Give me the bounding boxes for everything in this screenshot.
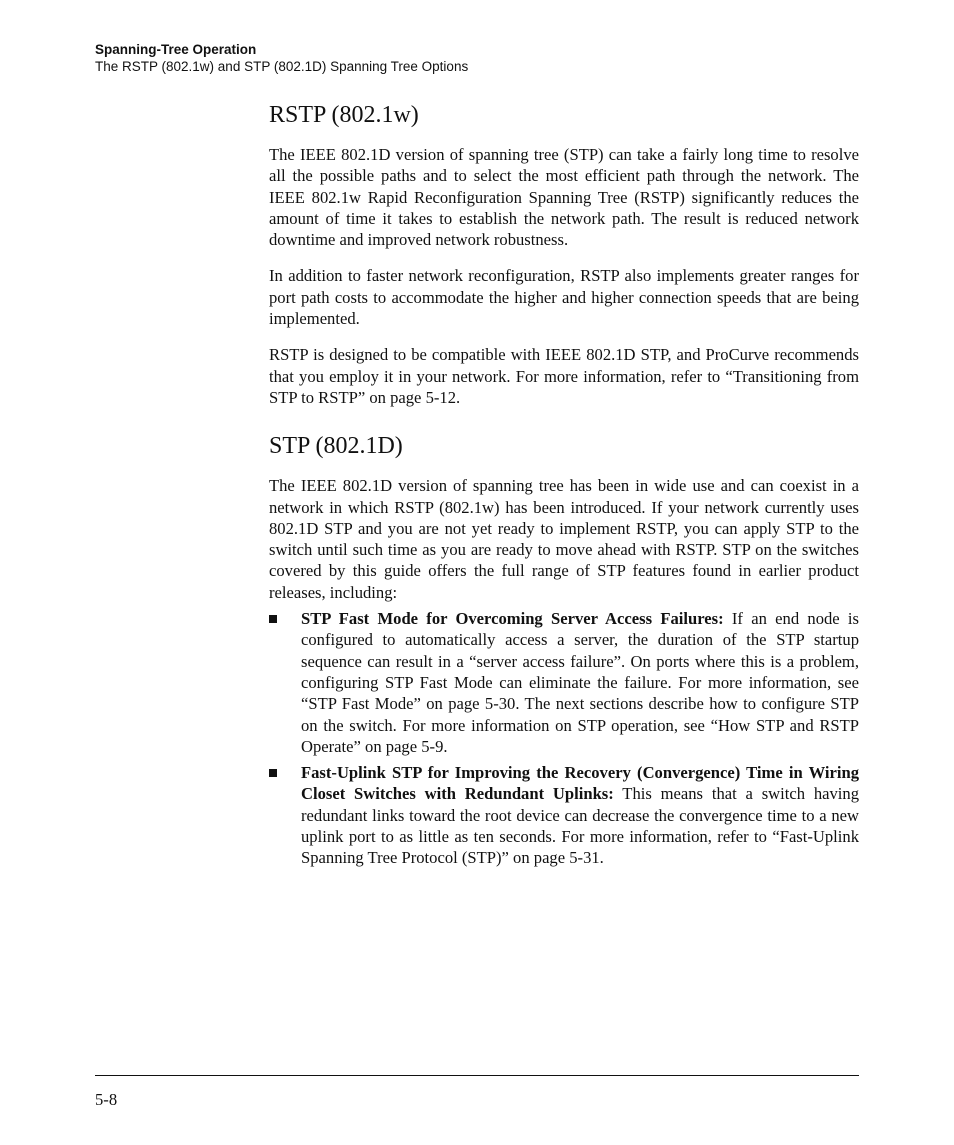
list-item-lead: Fast-Uplink STP for Improving the Recovery (Convergence) Time in Wiring Closet Switches with Redundant Uplinks: xyxy=(301,763,859,804)
rstp-paragraph-1: The IEEE 802.1D version of spanning tree (STP) can take a fairly long time to resolve all the possible paths and to select the most efficient path through the network. The IEEE 802.1w Rapid Reconfiguration Spanning Tree (RSTP) significantly reduces the amount of time it takes to establish the network path. The result is reduced network downtime and improved network robustness. xyxy=(269,145,859,250)
stp-heading: STP (802.1D) xyxy=(269,433,403,460)
list-item-text: If an end node is configured to automatically access a server, the duration of the STP startup sequence can result in a “server access failure”. On ports where this is a problem, configuring STP Fast Mode can eliminate the failure. For more information, see “STP Fast Mode” on page 5-30. The next sections describe how to configure STP on the switch. For more information on STP operation, see “How STP and RSTP Operate” on page 5-9. xyxy=(301,609,859,756)
square-bullet-icon xyxy=(269,769,277,777)
list-item xyxy=(269,608,859,757)
main-content xyxy=(269,100,859,874)
stp-feature-list xyxy=(269,608,859,869)
list-item-lead: STP Fast Mode for Overcoming Server Access Failures: xyxy=(301,609,724,629)
section-title: The RSTP (802.1w) and STP (802.1D) Spanning Tree Options xyxy=(95,59,469,74)
rstp-paragraph-3: RSTP is designed to be compatible with IEEE 802.1D STP, and ProCurve recommends that you employ it in your network. For more information, refer to “Transitioning from STP to RSTP” on page 5-12. xyxy=(269,345,859,407)
stp-intro: The IEEE 802.1D version of spanning tree has been in wide use and can coexist in a network in which RSTP (802.1w) has been introduced. If your network currently uses 802.1D STP and you are not yet ready to implement RSTP, you can apply STP to the switch until such time as you are ready to move ahead with RSTP. STP on the switches covered by this guide offers the full range of STP features found in earlier product releases, including: xyxy=(269,476,859,602)
page-number: 5-8 xyxy=(95,1090,118,1109)
rstp-heading: RSTP (802.1w) xyxy=(269,102,419,128)
footer-divider xyxy=(95,1075,859,1076)
running-header xyxy=(95,41,468,75)
square-bullet-icon xyxy=(269,615,277,623)
rstp-paragraph-2: In addition to faster network reconfiguration, RSTP also implements greater ranges for port path costs to accommodate the higher and higher connection speeds that are being implemented. xyxy=(269,266,859,329)
chapter-title: Spanning-Tree Operation xyxy=(95,42,257,57)
list-item xyxy=(269,762,859,868)
list-item-text: This means that a switch having redundant links toward the root device can decrease the convergence time to a new uplink port to as little as ten seconds. For more information, refer to “Fast-Uplink Spanning Tree Protocol (STP)” on page 5-31. xyxy=(301,784,859,868)
